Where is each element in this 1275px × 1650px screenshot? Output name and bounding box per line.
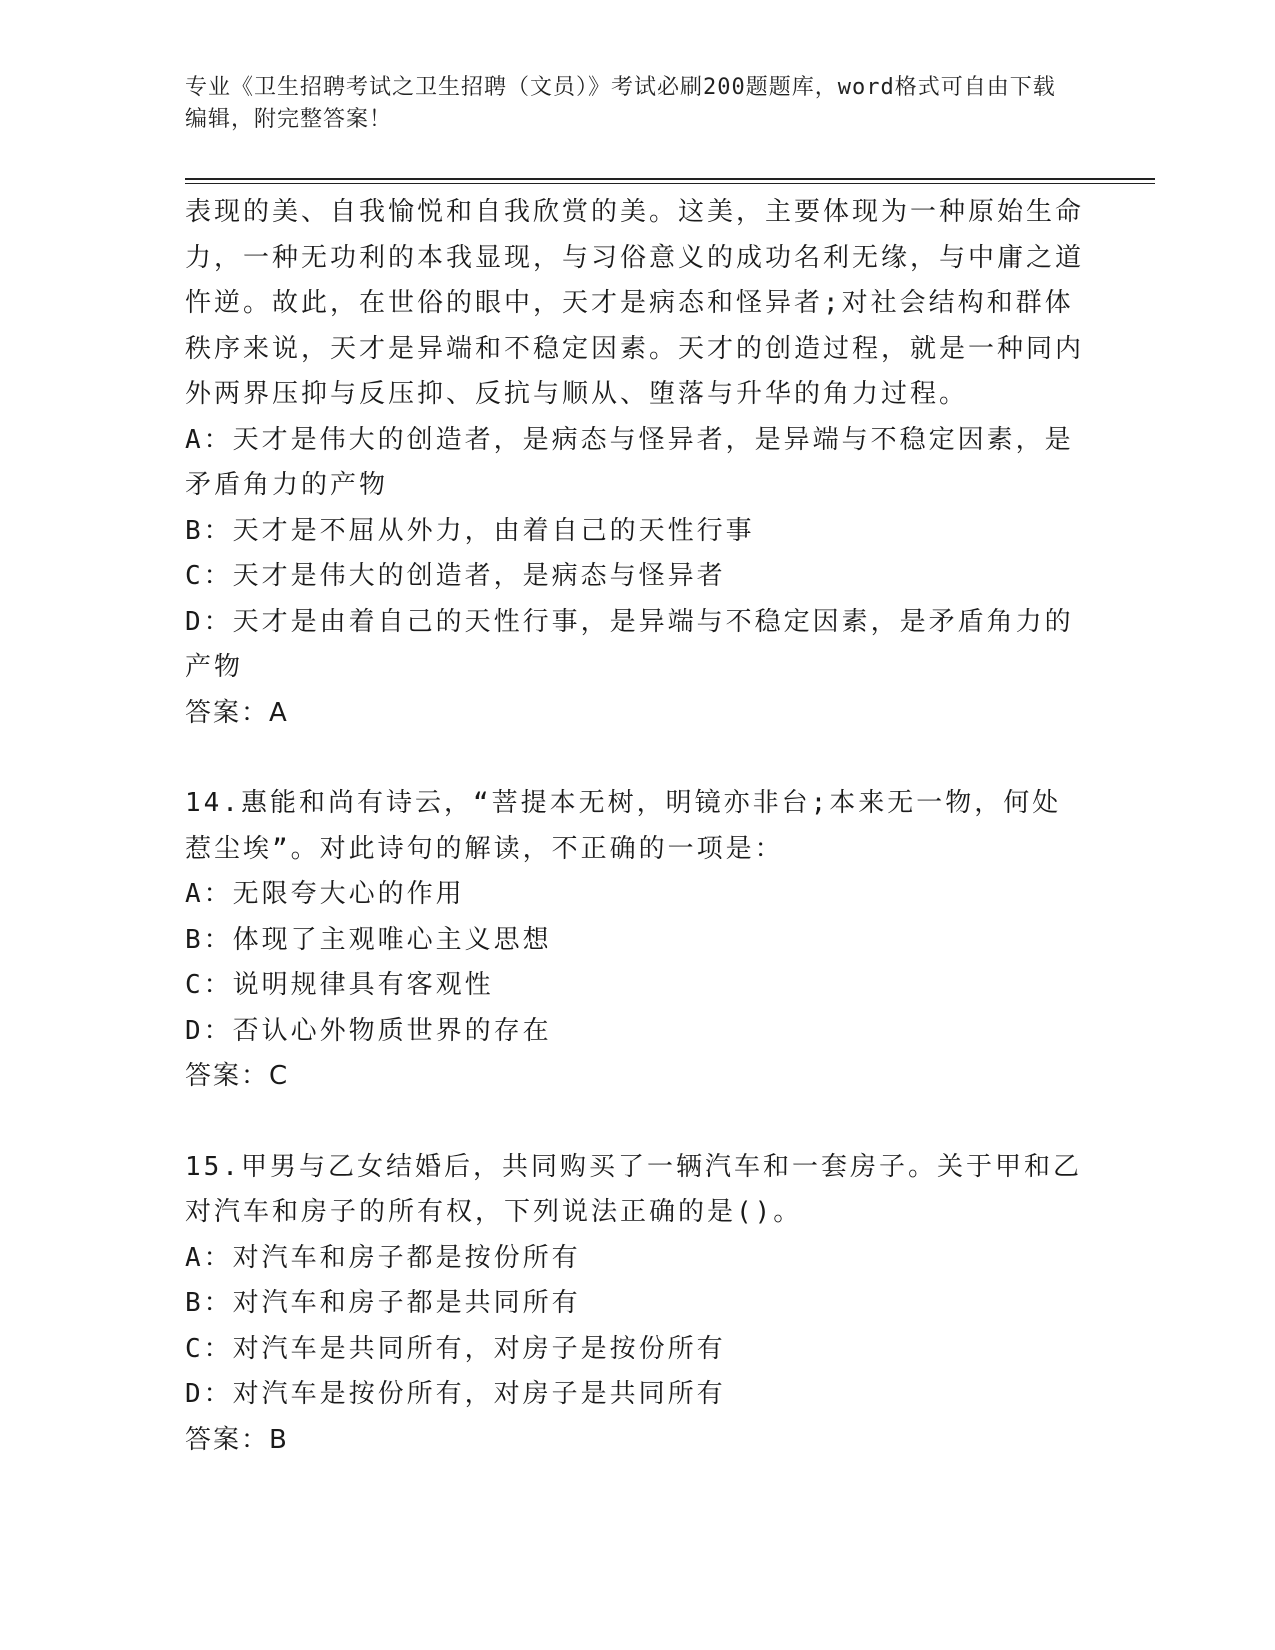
answer-line xyxy=(185,691,1085,737)
option-c: C：天才是伟大的创造者，是病态与怪异者 xyxy=(185,561,726,591)
answer-value: B xyxy=(269,1424,289,1455)
spacer xyxy=(185,1100,1085,1145)
answer-label: 答案： xyxy=(185,1061,270,1091)
question-stem: 15.甲男与乙女结婚后，共同购买了一辆汽车和一套房子。关于甲和乙对汽车和房子的所有权，下列说法正确的是()。 xyxy=(185,1151,1082,1227)
header-divider-thick xyxy=(185,178,1155,180)
option-a: A：无限夸大心的作用 xyxy=(185,879,465,909)
answer-value: A xyxy=(269,697,289,728)
answer-value: C xyxy=(269,1061,290,1091)
option-b: B：天才是不屈从外力，由着自己的天性行事 xyxy=(185,515,755,546)
option-d: D：否认心外物质世界的存在 xyxy=(185,1015,552,1046)
question-stem: 14.惠能和尚有诗云，“菩提本无树，明镜亦非台;本来无一物，何处惹尘埃”。对此诗句的解读，不正确的一项是： xyxy=(185,788,1062,864)
header-divider-thin xyxy=(185,183,1155,184)
answer-label: 答案： xyxy=(185,1424,270,1455)
document-body xyxy=(185,190,1085,1463)
document-header: 专业《卫生招聘考试之卫生招聘（文员）》考试必刷200题题库，word格式可自由下载编辑，附完整答案！ xyxy=(185,75,1056,132)
question-stem: 表现的美、自我愉悦和自我欣赏的美。这美，主要体现为一种原始生命力，一种无功利的本我显现，与习俗意义的成功名利无缘，与中庸之道忤逆。故此，在世俗的眼中，天才是病态和怪异者;对社会结构和群体秩序来说，天才是异端和不稳定因素。天才的创造过程，就是一种同内外两界压抑与反压抑、反抗与顺从、堕落与升华的角力过程。 xyxy=(185,197,1085,409)
question-15 xyxy=(185,1145,1085,1464)
answer-line xyxy=(185,1418,1085,1464)
question-14 xyxy=(185,781,1085,1100)
answer-label: 答案： xyxy=(185,697,270,728)
option-a: A：对汽车和房子都是按份所有 xyxy=(185,1242,581,1273)
spacer xyxy=(185,736,1085,781)
option-a: A：天才是伟大的创造者，是病态与怪异者，是异端与不稳定因素，是矛盾角力的产物 xyxy=(185,424,1074,500)
option-c: C：对汽车是共同所有，对房子是按份所有 xyxy=(185,1333,726,1364)
option-d: D：天才是由着自己的天性行事，是异端与不稳定因素，是矛盾角力的产物 xyxy=(185,606,1074,682)
option-c: C：说明规律具有客观性 xyxy=(185,970,494,1000)
option-b: B：体现了主观唯心主义思想 xyxy=(185,924,552,955)
option-d: D：对汽车是按份所有，对房子是共同所有 xyxy=(185,1379,726,1409)
question-13 xyxy=(185,190,1085,736)
option-b: B：对汽车和房子都是共同所有 xyxy=(185,1288,581,1318)
answer-line xyxy=(185,1054,1085,1100)
